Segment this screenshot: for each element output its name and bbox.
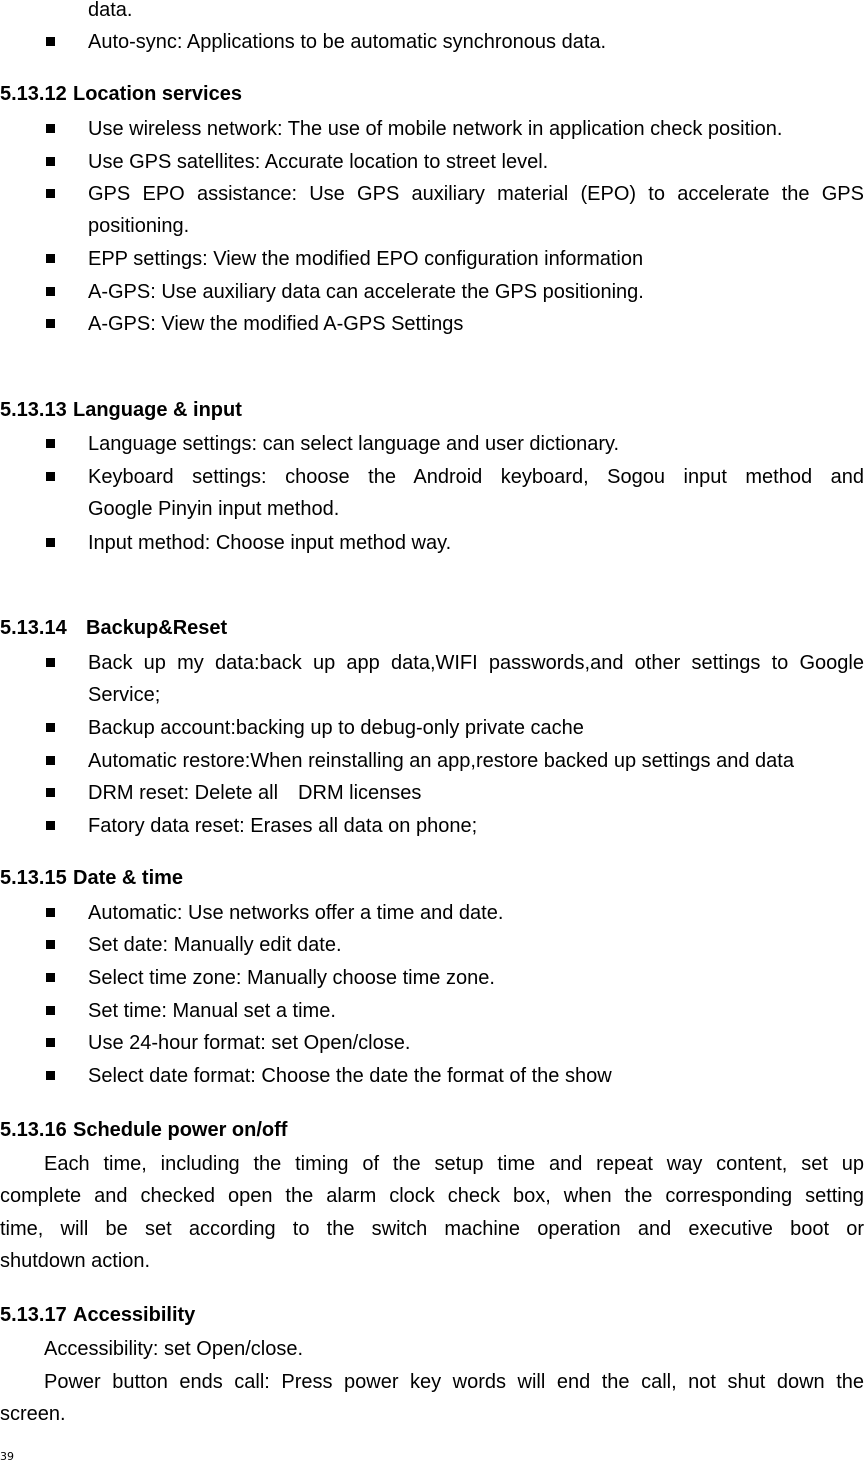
bullet-item: Auto-sync: Applications to be automatic synchronous data. bbox=[88, 31, 607, 53]
bullet-item: Input method: Choose input method way. bbox=[88, 532, 452, 554]
section-number: 5.13.14 bbox=[0, 617, 67, 639]
bullet-item: DRM reset: Delete all DRM licenses bbox=[88, 782, 422, 804]
section-number: 5.13.13 bbox=[0, 399, 67, 421]
section-title: Schedule power on/off bbox=[73, 1119, 288, 1141]
paragraph-line: time, will be set according to the switch machine operation and executive boot or bbox=[0, 1218, 864, 1240]
section-heading-accessibility bbox=[0, 1303, 195, 1327]
section-heading-location bbox=[0, 82, 242, 106]
paragraph-line: Accessibility: set Open/close. bbox=[44, 1338, 303, 1360]
section-heading-backup bbox=[0, 616, 227, 640]
section-number: 5.13.15 bbox=[0, 867, 67, 889]
paragraph-line: Power button ends call: Press power key words will end the call, not shut down the bbox=[44, 1371, 864, 1393]
bullet-item: Back up my data:back up app data,WIFI passwords,and other settings to Google bbox=[88, 652, 864, 674]
bullet-item: Set date: Manually edit date. bbox=[88, 934, 342, 956]
section-title: Location services bbox=[73, 83, 242, 105]
section-number: 5.13.17 bbox=[0, 1304, 67, 1326]
bullet-item: Use GPS satellites: Accurate location to street level. bbox=[88, 151, 549, 173]
bullet-item: Keyboard settings: choose the Android keyboard, Sogou input method and bbox=[88, 466, 864, 488]
bullet-item: A-GPS: View the modified A-GPS Settings bbox=[88, 313, 464, 335]
paragraph-line: Each time, including the timing of the setup time and repeat way content, set up bbox=[44, 1153, 864, 1175]
bullet-item: GPS EPO assistance: Use GPS auxiliary material (EPO) to accelerate the GPS bbox=[88, 183, 864, 205]
section-title: Language & input bbox=[73, 399, 242, 421]
section-title: Backup&Reset bbox=[86, 617, 228, 639]
paragraph-line: complete and checked open the alarm clock check box, when the corresponding setting bbox=[0, 1185, 864, 1207]
bullet-item: Automatic restore:When reinstalling an app,restore backed up settings and data bbox=[88, 750, 794, 772]
continued-text: data. bbox=[88, 0, 133, 21]
bullet-item: A-GPS: Use auxiliary data can accelerate the GPS positioning. bbox=[88, 281, 644, 303]
bullet-item: Use wireless network: The use of mobile network in application check position. bbox=[88, 118, 783, 140]
section-heading-datetime bbox=[0, 866, 183, 890]
section-title: Date & time bbox=[73, 867, 184, 889]
section-title: Accessibility bbox=[73, 1304, 196, 1326]
section-heading-schedule bbox=[0, 1118, 287, 1142]
bullet-item: Use 24-hour format: set Open/close. bbox=[88, 1032, 411, 1054]
section-number: 5.13.16 bbox=[0, 1119, 67, 1141]
paragraph-line: shutdown action. bbox=[0, 1250, 151, 1272]
bullet-item: Language settings: can select language and user dictionary. bbox=[88, 433, 620, 455]
section-number: 5.13.12 bbox=[0, 83, 67, 105]
bullet-continuation: positioning. bbox=[88, 215, 190, 237]
bullet-item: Backup account:backing up to debug-only private cache bbox=[88, 717, 584, 739]
bullet-continuation: Google Pinyin input method. bbox=[88, 498, 340, 520]
section-heading-language bbox=[0, 398, 242, 422]
paragraph-line: screen. bbox=[0, 1403, 66, 1425]
bullet-item: Automatic: Use networks offer a time and date. bbox=[88, 902, 504, 924]
bullet-item: EPP settings: View the modified EPO configuration information bbox=[88, 248, 644, 270]
bullet-item: Select time zone: Manually choose time zone. bbox=[88, 967, 495, 989]
bullet-continuation: Service; bbox=[88, 684, 161, 706]
page-number: 39 bbox=[0, 1450, 14, 1463]
bullet-item: Fatory data reset: Erases all data on phone; bbox=[88, 815, 478, 837]
bullet-item: Select date format: Choose the date the format of the show bbox=[88, 1065, 612, 1087]
bullet-item: Set time: Manual set a time. bbox=[88, 1000, 336, 1022]
